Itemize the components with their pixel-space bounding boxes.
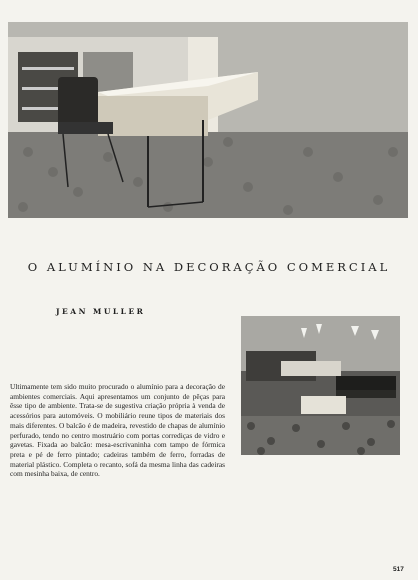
article-body: Ultimamente tem sido muito procurado o alumínio para a decoração de ambientes comerciais. Aqui apresentamos um conjunto de pêças para êsse tipo de ambiente. Trata-se de sugestiva criação própria à venda de acessórios para automóveis. O mobiliário reune tipos de materiais dos mais diferentes. O balcão é de madeira, revestido de chapas de alumínio perfurado, tendo no centro mostruário com portas corrediças de vidro e gavetas. Fixada ao balcão: mesa-escrivaninha com tampo de fórmica preta e pé de ferro pintado; cadeiras também de ferro, forradas de material plástico. Completa o recanto, sofá da mesma linha das cadeiras com mesinha baixa, de centro. (10, 382, 225, 479)
page-number: 517 (393, 566, 404, 573)
desk-photograph (8, 22, 408, 218)
article-author: JEAN MULLER (56, 307, 146, 316)
desk-photograph-image (8, 22, 408, 218)
article-title: O ALUMÍNIO NA DECORAÇÃO COMERCIAL (27, 260, 391, 274)
showroom-photograph (241, 316, 400, 455)
showroom-photograph-image (241, 316, 400, 455)
